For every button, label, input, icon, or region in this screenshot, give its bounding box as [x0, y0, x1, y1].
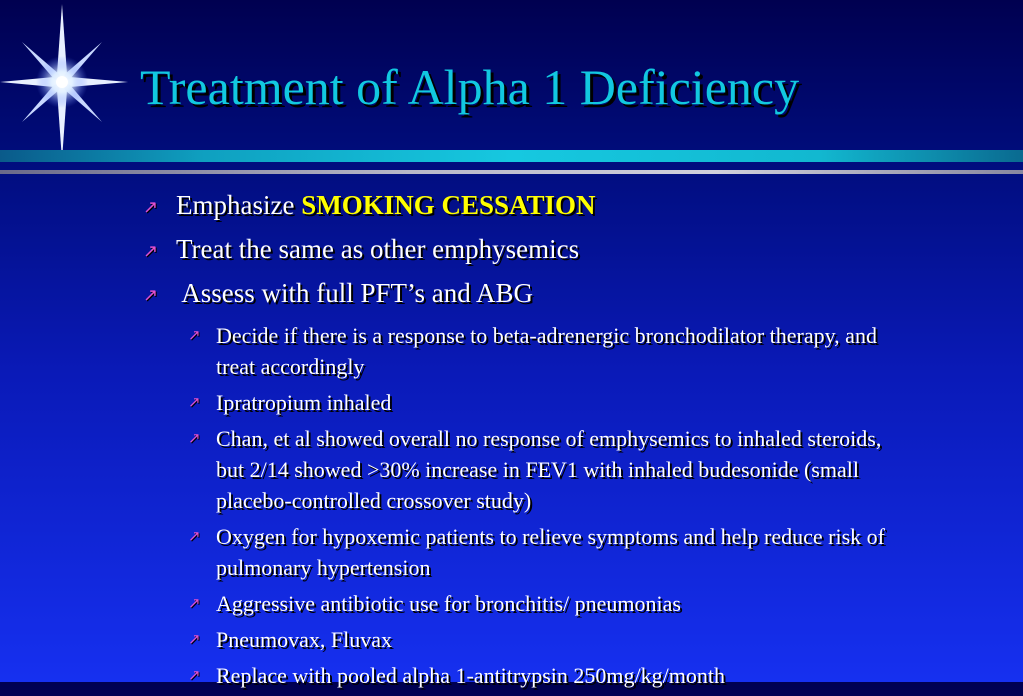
sub-bullet-text: Pneumovax, Fluvax — [216, 627, 392, 652]
sub-bullet-text: Replace with pooled alpha 1-antitrypsin 250mg/kg/month — [216, 663, 725, 688]
sub-bullet-vaccines — [0, 624, 896, 655]
bullet-list — [0, 188, 1023, 696]
sub-bullet-arrow-icon: ↗ — [188, 395, 201, 411]
bullet-prefix: Emphasize — [176, 190, 302, 220]
sub-bullet-arrow-icon: ↗ — [188, 529, 201, 545]
slide-title: Treatment of Alpha 1 Deficiency — [140, 59, 800, 115]
sub-bullet-arrow-icon: ↗ — [188, 596, 201, 612]
sub-bullet-bronchodilator — [0, 320, 896, 382]
sub-bullet-antibiotics — [0, 588, 896, 619]
sub-bullet-arrow-icon: ↗ — [188, 328, 201, 344]
star-burst-logo — [0, 0, 130, 160]
bullet-highlight: SMOKING CESSATION — [301, 190, 596, 220]
sub-bullet-ipratropium — [0, 387, 896, 418]
bullet-text: Assess with full PFT’s and ABG — [176, 278, 534, 308]
bullet-smoking-cessation — [0, 188, 896, 222]
bullet-text: Treat the same as other emphysemics — [176, 234, 580, 264]
sub-bullet-text: Decide if there is a response to beta-adrenergic bronchodilator therapy, and treat accordingly — [216, 323, 877, 379]
title-divider — [0, 150, 1023, 162]
sub-bullet-chan-study — [0, 423, 896, 516]
sub-bullet-text: Aggressive antibiotic use for bronchitis/ pneumonias — [216, 591, 681, 616]
sub-bullet-arrow-icon: ↗ — [188, 431, 201, 447]
sub-bullet-text: Ipratropium inhaled — [216, 390, 392, 415]
sub-bullet-text: Oxygen for hypoxemic patients to relieve symptoms and help reduce risk of pulmonary hypertension — [216, 524, 885, 580]
sub-bullet-arrow-icon: ↗ — [188, 668, 201, 684]
bullet-arrow-icon: ↗ — [143, 241, 159, 261]
title-divider-thin — [0, 170, 1023, 174]
bullet-arrow-icon: ↗ — [143, 285, 159, 305]
bullet-arrow-icon: ↗ — [143, 197, 159, 217]
sub-bullet-replacement — [0, 660, 896, 691]
bullet-treat-emphysemics — [0, 232, 896, 266]
sub-bullet-text: Chan, et al showed overall no response of emphysemics to inhaled steroids, but 2/14 showed >30% increase in FEV1 with inhaled budesonide (small placebo-controlled crossover study) — [216, 426, 882, 513]
sub-bullet-arrow-icon: ↗ — [188, 632, 201, 648]
sub-bullet-oxygen — [0, 521, 896, 583]
bullet-assess-pft — [0, 276, 896, 310]
